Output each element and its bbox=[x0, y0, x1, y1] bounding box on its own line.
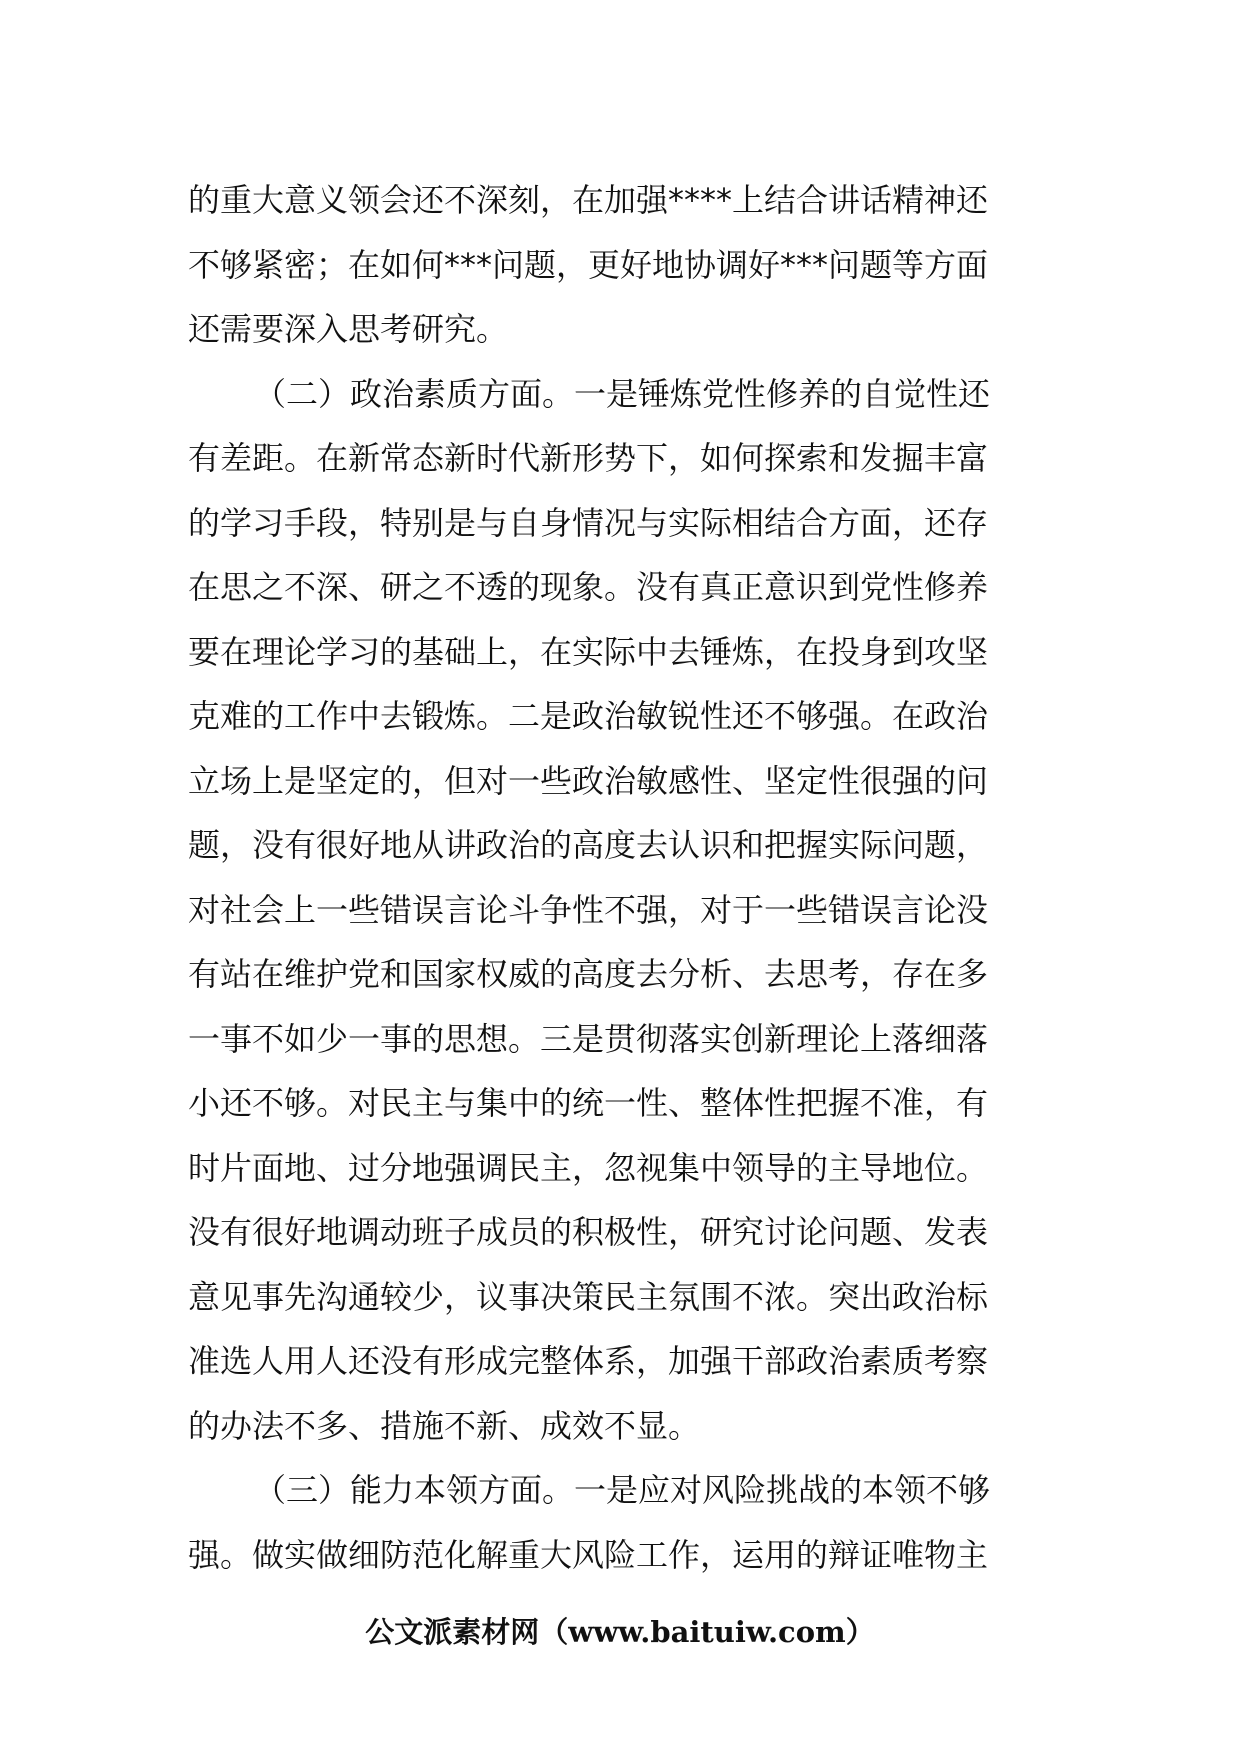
text-line: 在思之不深、研之不透的现象。没有真正意识到党性修养 bbox=[188, 568, 989, 606]
section-heading-line: （二）政治素质方面。一是锤炼党性修养的自觉性还 bbox=[254, 374, 991, 413]
text-line: 小还不够。对民主与集中的统一性、整体性把握不准，有 bbox=[188, 1084, 989, 1122]
text-line: 要在理论学习的基础上，在实际中去锤炼，在投身到攻坚 bbox=[188, 632, 989, 671]
text-line: 时片面地、过分地强调民主，忽视集中领导的主导地位。 bbox=[188, 1148, 989, 1187]
document-body bbox=[188, 168, 1058, 1587]
text-line: 有站在维护党和国家权威的高度去分析、去思考，存在多 bbox=[188, 955, 989, 993]
text-line: 的办法不多、措施不新、成效不显。 bbox=[188, 1406, 701, 1445]
text-line: 有差距。在新常态新时代新形势下，如何探索和发掘丰富 bbox=[188, 439, 989, 477]
text-line: 立场上是坚定的，但对一些政治敏感性、坚定性很强的问 bbox=[188, 761, 989, 800]
footer-watermark: 公文派素材网（www.baituiw.com） bbox=[365, 1615, 875, 1649]
text-line: 强。做实做细防范化解重大风险工作，运用的辩证唯物主 bbox=[188, 1535, 989, 1574]
text-line: 一事不如少一事的思想。三是贯彻落实创新理论上落细落 bbox=[188, 1019, 989, 1058]
section-heading-line: （三）能力本领方面。一是应对风险挑战的本领不够 bbox=[254, 1471, 991, 1509]
text-line: 准选人用人还没有形成完整体系，加强干部政治素质考察 bbox=[188, 1342, 989, 1380]
text-line: 没有很好地调动班子成员的积极性，研究讨论问题、发表 bbox=[188, 1213, 989, 1251]
text-line: 的重大意义领会还不深刻，在加强****上结合讲话精神还 bbox=[188, 181, 989, 219]
text-line: 克难的工作中去锻炼。二是政治敏锐性还不够强。在政治 bbox=[188, 697, 989, 735]
text-line: 意见事先沟通较少，议事决策民主氛围不浓。突出政治标 bbox=[188, 1277, 989, 1316]
text-line: 题，没有很好地从讲政治的高度去认识和把握实际问题， bbox=[188, 826, 989, 864]
text-line: 的学习手段，特别是与自身情况与实际相结合方面，还存 bbox=[188, 503, 989, 542]
text-line: 对社会上一些错误言论斗争性不强，对于一些错误言论没 bbox=[188, 890, 989, 929]
text-line: 还需要深入思考研究。 bbox=[188, 310, 509, 348]
text-line: 不够紧密；在如何***问题，更好地协调好***问题等方面 bbox=[188, 245, 989, 284]
